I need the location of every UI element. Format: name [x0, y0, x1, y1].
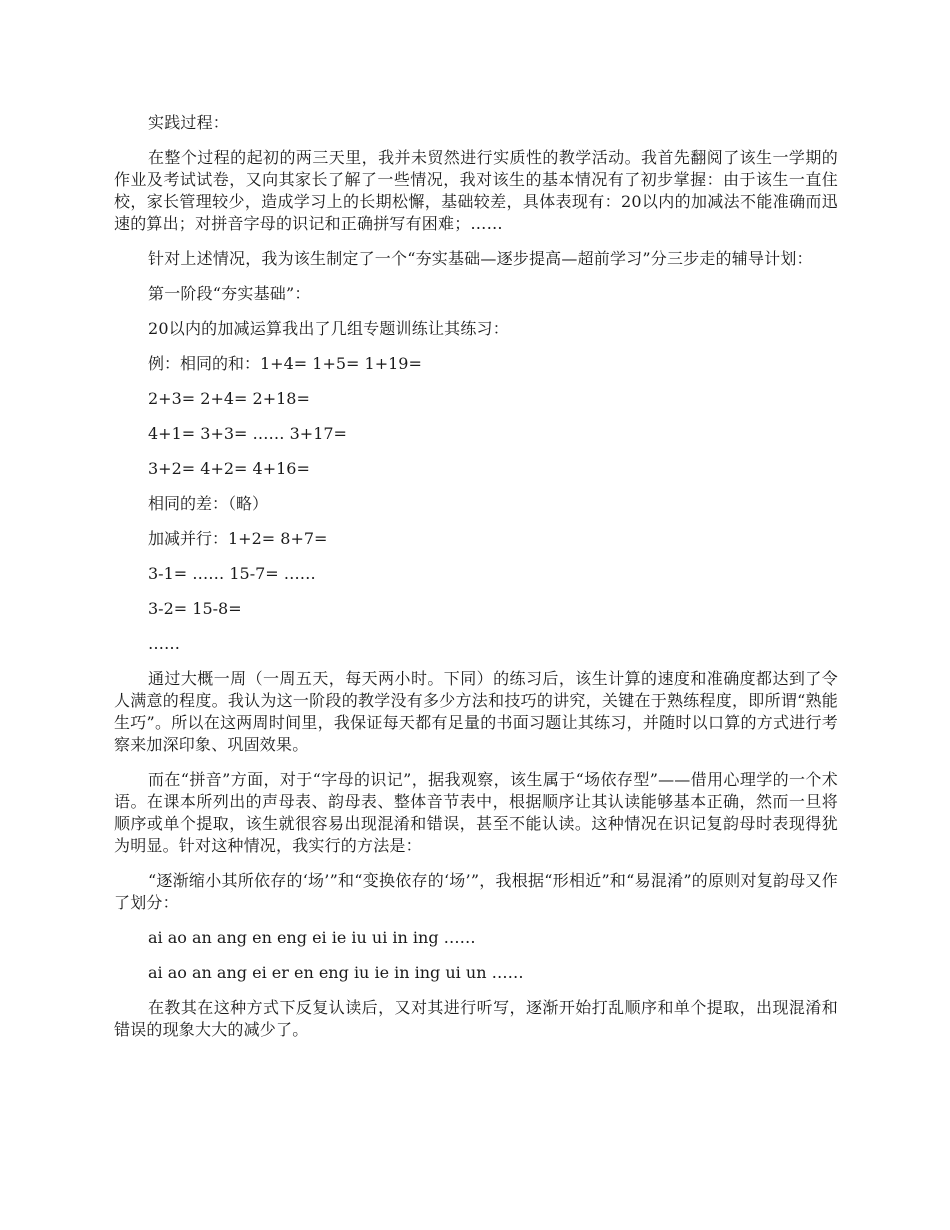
document-body — [114, 112, 838, 1054]
exercise-line: 3-2= 15-8= — [148, 599, 242, 618]
exercise-line: 4+1= 3+3= …… 3+17= — [148, 424, 347, 443]
paragraph-stage-title: 第一阶段“夯实基础”： — [148, 284, 311, 303]
exercise-line: 2+3= 2+4= 2+18= — [148, 389, 310, 408]
exercise-line: 3-1= …… 15-7= …… — [148, 564, 316, 583]
pinyin-line: ai ao an ang en eng ei ie iu ui in ing …… — [148, 928, 476, 947]
paragraph: 20以内的加减运算我出了几组专题训练让其练习： — [148, 319, 509, 338]
exercise-line: 例：相同的和：1+4= 1+5= 1+19= — [148, 354, 422, 373]
paragraph: 在教其在这种方式下反复认读后，又对其进行听写，逐渐开始打乱顺序和单个提取，出现混淆和错误的现象大大的减少了。 — [114, 998, 838, 1039]
paragraph: “逐渐缩小其所依存的‘场’”和“变换依存的‘场’”，我根据“形相近”和“易混淆”的原则对复韵母又作了划分： — [114, 871, 838, 912]
exercise-line: 加减并行：1+2= 8+7= — [148, 529, 328, 548]
exercise-line: 相同的差：（略） — [148, 494, 269, 513]
pinyin-line: ai ao an ang ei er en eng iu ie in ing ui un …… — [148, 963, 524, 982]
paragraph: 在整个过程的起初的两三天里，我并未贸然进行实质性的教学活动。我首先翻阅了该生一学期的作业及考试试卷，又向其家长了解了一些情况，我对该生的基本情况有了初步掌握：由于该生一直住校，家长管理较少，造成学习上的长期松懈，基础较差，具体表现有：20以内的加减法不能准确而迅速的算出；对拼音字母的识记和正确拼写有困难；…… — [114, 148, 838, 233]
ellipsis-line: …… — [148, 634, 180, 653]
paragraph: 通过大概一周（一周五天，每天两小时。下同）的练习后，该生计算的速度和准确度都达到了令人满意的程度。我认为这一阶段的教学没有多少方法和技巧的讲究，关键在于熟练程度，即所谓“熟能生巧”。所以在这两周时间里，我保证每天都有足量的书面习题让其练习，并随时以口算的方式进行考察来加深印象、巩固效果。 — [114, 669, 838, 754]
exercise-line: 3+2= 4+2= 4+16= — [148, 459, 310, 478]
paragraph: 针对上述情况，我为该生制定了一个“夯实基础—逐步提高—超前学习”分三步走的辅导计划： — [148, 249, 813, 268]
paragraph: 而在“拼音”方面，对于“字母的识记”，据我观察，该生属于“场依存型”——借用心理学的一个术语。在课本所列出的声母表、韵母表、整体音节表中，根据顺序让其认读能够基本正确，然而一旦将顺序或单个提取，该生就很容易出现混淆和错误，甚至不能认读。这种情况在识记复韵母时表现得犹为明显。针对这种情况，我实行的方法是： — [114, 770, 838, 855]
paragraph-heading: 实践过程： — [148, 113, 230, 132]
